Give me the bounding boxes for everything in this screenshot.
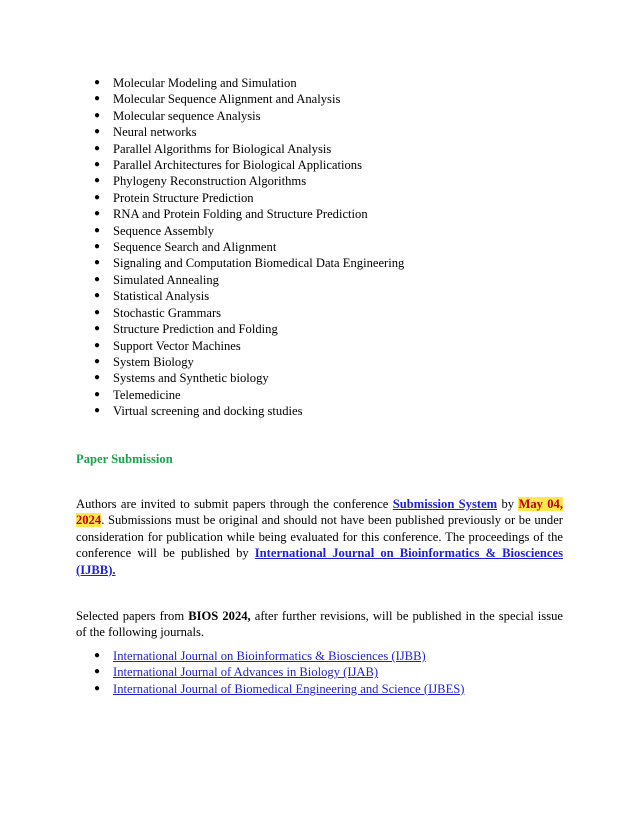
list-item: [93, 190, 573, 206]
topic-text: Molecular Modeling and Simulation: [113, 76, 297, 90]
journal-link-ijbes[interactable]: International Journal of Biomedical Engineering and Science (IJBES): [113, 681, 465, 696]
list-item: [93, 206, 573, 222]
bullet-icon: ●: [93, 109, 101, 121]
topic-text: Molecular Sequence Alignment and Analysis: [113, 92, 341, 107]
topic-text: Signaling and Computation Biomedical Data Engineering: [113, 256, 405, 271]
journals-list: [93, 648, 573, 697]
topic-text: System Biology: [113, 354, 194, 369]
list-item: [93, 338, 573, 354]
selected-text: Selected papers from: [76, 609, 189, 623]
bullet-icon: ●: [93, 224, 101, 236]
bullet-icon: ●: [93, 241, 101, 253]
list-item: [93, 157, 573, 173]
list-item: [93, 75, 573, 91]
bullet-icon: ●: [93, 159, 101, 171]
list-item: [93, 91, 573, 107]
bullet-icon: ●: [93, 339, 101, 351]
submission-text: Authors are invited to submit papers through the conference: [76, 497, 393, 511]
submission-text: . Submissions must be original and should not have been published previously or be under consideration for publication while being evaluated for this conference. The proceedings of the conference will be published by: [76, 513, 563, 561]
list-item: [93, 239, 573, 255]
journal-link-ijbb[interactable]: International Journal on Bioinformatics & Biosciences (IJBB): [113, 649, 426, 663]
topic-text: Protein Structure Prediction: [113, 190, 254, 205]
bullet-icon: ●: [93, 290, 101, 302]
topic-text: Telemedicine: [113, 387, 181, 402]
bullet-icon: ●: [93, 77, 101, 88]
bullet-icon: ●: [93, 355, 101, 367]
list-item: [93, 387, 573, 403]
bullet-icon: ●: [93, 191, 101, 203]
paper-submission-heading: Paper Submission: [76, 452, 173, 466]
topic-text: Statistical Analysis: [113, 289, 210, 304]
list-item: [93, 305, 573, 321]
list-item: [93, 272, 573, 288]
topic-text: Systems and Synthetic biology: [113, 371, 269, 386]
bullet-icon: ●: [93, 257, 101, 269]
topic-text: Virtual screening and docking studies: [113, 404, 303, 419]
submission-system-link[interactable]: Submission System: [392, 497, 498, 511]
list-item: [93, 255, 573, 271]
list-item: [93, 124, 573, 140]
bullet-icon: ●: [93, 372, 101, 384]
list-item: [93, 141, 573, 157]
list-item: [93, 321, 573, 337]
deadline-highlight: May 04, 2024: [76, 497, 563, 528]
bullet-icon: ●: [93, 208, 101, 220]
bullet-icon: ●: [93, 405, 101, 417]
bullet-icon: ●: [93, 306, 101, 318]
topic-text: Support Vector Machines: [113, 338, 241, 353]
topic-text: Sequence Assembly: [113, 223, 215, 238]
topic-text: Simulated Annealing: [113, 272, 219, 287]
conference-name: BIOS 2024,: [188, 609, 251, 623]
bullet-icon: ●: [93, 93, 101, 105]
submission-text: by: [497, 497, 519, 511]
selected-text: after further revisions, will be published in the special issue of the following journals.: [76, 609, 563, 640]
list-item: [93, 403, 573, 419]
topics-list: [93, 75, 573, 420]
bullet-icon: ●: [93, 175, 101, 187]
list-item: [93, 173, 573, 189]
topic-text: Molecular sequence Analysis: [113, 108, 261, 123]
topic-text: Parallel Architectures for Biological Applications: [113, 158, 363, 173]
list-item: [93, 664, 573, 680]
bullet-icon: ●: [93, 142, 101, 154]
topic-text: Structure Prediction and Folding: [113, 322, 278, 337]
topic-text: Sequence Search and Alignment: [113, 240, 277, 255]
bullet-icon: ●: [93, 650, 101, 661]
ijbb-journal-link[interactable]: International Journal on Bioinformatics & Biosciences (IJBB).: [76, 546, 564, 577]
selected-papers-paragraph: [76, 608, 563, 641]
list-item: [93, 223, 573, 239]
list-item: [93, 370, 573, 386]
journal-link-ijab[interactable]: International Journal of Advances in Biology (IJAB): [113, 665, 379, 680]
bullet-icon: ●: [93, 666, 101, 678]
bullet-icon: ●: [93, 682, 101, 694]
list-item: [93, 648, 573, 664]
bullet-icon: ●: [93, 388, 101, 400]
list-item: [93, 288, 573, 304]
list-item: [93, 108, 573, 124]
topic-text: Parallel Algorithms for Biological Analysis: [113, 141, 332, 156]
list-item: [93, 681, 573, 697]
topic-text: Phylogeny Reconstruction Algorithms: [113, 174, 307, 189]
topic-text: Neural networks: [113, 125, 197, 140]
bullet-icon: ●: [93, 323, 101, 335]
bullet-icon: ●: [93, 273, 101, 285]
topic-text: Stochastic Grammars: [113, 305, 222, 320]
bullet-icon: ●: [93, 126, 101, 138]
topic-text: RNA and Protein Folding and Structure Prediction: [113, 207, 368, 222]
submission-paragraph: [76, 496, 563, 578]
list-item: [93, 354, 573, 370]
